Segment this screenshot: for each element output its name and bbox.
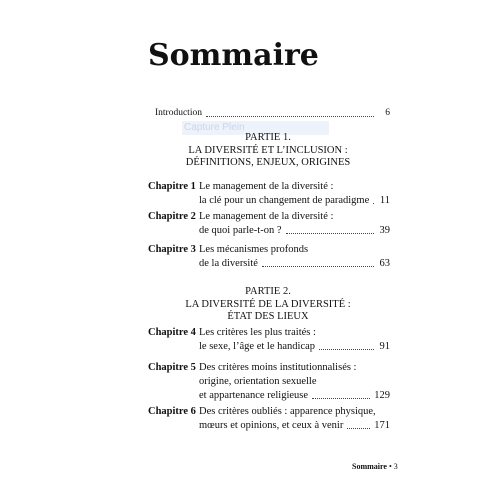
footer-separator: •	[388, 462, 392, 471]
toc-page-number: 6	[385, 108, 390, 118]
part-number: PARTIE 1.	[245, 132, 291, 143]
chapter-title-line: Les mécanismes profonds	[199, 244, 309, 255]
part-heading-1	[148, 132, 388, 170]
toc-page-number: 171	[374, 420, 390, 431]
chapter-title-line: origine, orientation sexuelle	[199, 376, 317, 387]
toc-entry-introduction[interactable]	[155, 107, 390, 120]
leader-dots	[312, 398, 370, 399]
part-title-line: ÉTAT DES LIEUX	[227, 311, 309, 322]
leader-dots	[373, 203, 374, 204]
chapter-label: Chapitre 2	[148, 211, 196, 222]
chapter-title-line: Le management de la diversité :	[199, 211, 334, 222]
chapter-label: Chapitre 4	[148, 327, 196, 338]
chapter-label: Chapitre 3	[148, 244, 196, 255]
leader-dots	[206, 116, 374, 117]
chapter-title-line: la clé pour un changement de paradigme	[199, 195, 370, 206]
chapter-label: Chapitre 1	[148, 181, 196, 192]
part-title-line: DÉFINITIONS, ENJEUX, ORIGINES	[185, 157, 351, 168]
chapter-title-line: de quoi parle-t-on ?	[199, 225, 282, 236]
toc-page-number: 63	[379, 258, 390, 269]
toc-page-number: 11	[379, 195, 390, 206]
leader-dots	[319, 349, 374, 350]
toc-page-number: 91	[379, 341, 390, 352]
part-number: PARTIE 2.	[245, 286, 291, 297]
page-title: Sommaire	[148, 38, 319, 73]
leader-dots	[347, 428, 370, 429]
leader-dots	[262, 266, 374, 267]
chapter-title-line: et appartenance religieuse	[199, 390, 309, 401]
chapter-title-line: mœurs et opinions, et ceux à venir	[199, 420, 344, 431]
chapter-title-line: le sexe, l’âge et le handicap	[199, 341, 316, 352]
chapter-title-line: Des critères oubliés : apparence physique,	[199, 406, 376, 417]
toc-page-number: 39	[379, 225, 390, 236]
footer-label: Sommaire	[352, 462, 387, 471]
chapter-title-line: Des critères moins institutionnalisés :	[199, 362, 357, 373]
watermark: Capture Plein	[182, 121, 329, 135]
chapter-label: Chapitre 5	[148, 362, 196, 373]
leader-dots	[286, 233, 374, 234]
toc-page-number: 129	[374, 390, 390, 401]
chapter-label: Chapitre 6	[148, 406, 196, 417]
part-title-line: LA DIVERSITÉ DE LA DIVERSITÉ :	[185, 298, 351, 310]
chapter-title-line: de la diversité	[199, 258, 258, 269]
part-heading-2	[148, 286, 388, 324]
footer-page-number: 3	[393, 462, 398, 471]
page-footer	[352, 462, 398, 472]
chapter-title-line: Les critères les plus traités :	[199, 327, 316, 338]
chapter-title-line: Le management de la diversité :	[199, 181, 334, 192]
toc-entry-label: Introduction	[155, 108, 202, 118]
part-title-line: LA DIVERSITÉ ET L’INCLUSION :	[188, 144, 348, 156]
